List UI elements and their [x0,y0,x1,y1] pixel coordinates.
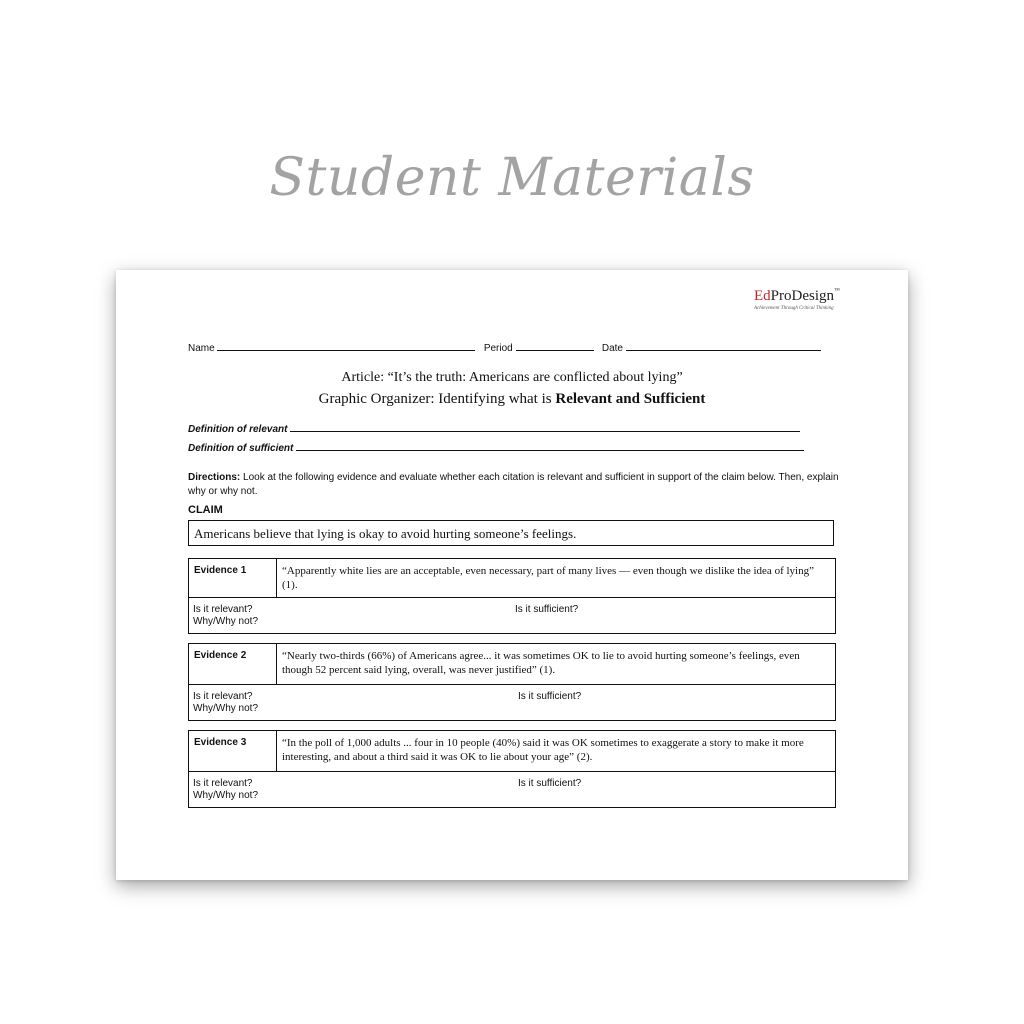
evidence-row-1 [189,559,835,598]
relevant-question-1: Is it relevant? [193,604,253,615]
relevance-prompt-3 [193,778,293,802]
relevance-prompt-2 [193,691,293,715]
evidence-quote-1: “Apparently white lies are an acceptable, even necessary, part of many lives — even though we dislike the idea of lying” (1). [282,565,814,591]
directions-text: Look at the following evidence and evaluate whether each citation is relevant and sufficient in support of the claim below. Then, explain why or why not. [188,472,839,497]
organizer-bold: Relevant and Sufficient [555,391,706,407]
definition-sufficient-label: Definition of sufficient [188,443,294,454]
period-label: Period [483,343,513,354]
date-blank[interactable] [626,341,821,351]
organizer-title [116,391,908,408]
evidence-label-1: Evidence 1 [189,559,277,597]
evidence-quote-3: “In the poll of 1,000 adults ... four in 10 people (40%) said it was OK sometimes to exaggerate a story to make it more interesting, and about a third said it was OK to lie about your age” (2). [282,737,804,763]
definition-relevant-row [188,422,828,435]
claim-box: Americans believe that lying is okay to avoid hurting someone’s feelings. [188,520,834,546]
evidence-block-3 [188,730,836,808]
sufficient-question-2: Is it sufficient? [518,691,582,702]
logo-tagline: Achievement Through Critical Thinking [754,306,834,311]
logo-wordmark [754,288,854,305]
logo-ed: Ed [754,288,771,304]
claim-label: CLAIM [188,504,223,516]
banner-title: Student Materials [269,148,755,208]
name-label: Name [188,343,215,354]
period-blank[interactable] [516,341,594,351]
relevance-prompt-1 [193,604,293,628]
why-question-3: Why/Why not? [193,790,259,801]
why-question-1: Why/Why not? [193,616,259,627]
evidence-block-1 [188,558,836,634]
article-title: Article: “It’s the truth: Americans are conflicted about lying” [341,370,683,385]
evidence-row-3 [189,731,835,772]
date-label: Date [601,343,623,354]
why-question-2: Why/Why not? [193,703,259,714]
organizer-prefix: Graphic Organizer: Identifying what is [318,391,556,407]
relevant-question-2: Is it relevant? [193,691,253,702]
evidence-row-2 [189,644,835,685]
evidence-block-2 [188,643,836,721]
definition-relevant-label: Definition of relevant [188,424,288,435]
evidence-quote-2: “Nearly two-thirds (66%) of Americans agree... it was sometimes OK to lie to avoid hurting someone’s feelings, even though 52 percent said lying, overall, was never justified” (1). [282,650,800,676]
directions-label: Directions: [188,472,241,483]
definition-sufficient-row [188,441,828,454]
edprodesign-logo [754,288,854,311]
evidence-answer-area-2[interactable] [189,685,835,720]
logo-trademark: ™ [834,288,840,294]
logo-rest: ProDesign [770,288,835,304]
student-info-row [188,341,828,354]
sufficient-question-3: Is it sufficient? [518,778,582,789]
directions [188,471,848,499]
evidence-answer-area-3[interactable] [189,772,835,807]
name-blank[interactable] [217,341,475,351]
sufficient-question-1: Is it sufficient? [515,604,579,615]
worksheet-page [116,270,908,880]
definition-relevant-blank[interactable] [290,422,800,432]
evidence-label-2: Evidence 2 [189,644,277,684]
definition-sufficient-blank[interactable] [296,441,804,451]
relevant-question-3: Is it relevant? [193,778,253,789]
evidence-label-3: Evidence 3 [189,731,277,771]
evidence-answer-area-1[interactable] [189,598,835,633]
